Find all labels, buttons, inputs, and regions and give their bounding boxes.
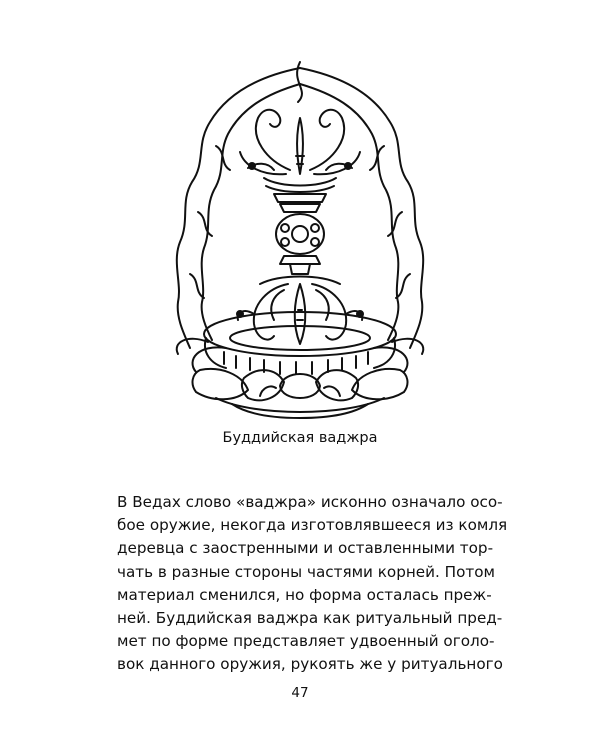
page-number: 47	[291, 685, 309, 701]
paragraph-line: материал сменился, но форма осталась преж-	[117, 585, 492, 604]
paragraph-line: ней. Буддийская ваджра как ритуальный пред-	[117, 609, 503, 628]
paragraph-line: бое оружие, некогда изготовлявшееся из комля	[117, 516, 508, 535]
body-paragraph	[117, 491, 508, 677]
vajra-lotus-illustration	[140, 52, 460, 422]
paragraph-line: мет по форме представляет удвоенный оголо-	[117, 632, 495, 651]
paragraph-line: вок данного оружия, рукоять же у ритуального	[117, 655, 503, 674]
figure-caption: Буддийская ваджра	[222, 430, 378, 446]
paragraph-line: чать в разные стороны частями корней. Потом	[117, 562, 495, 581]
vajra-lower-prongs	[237, 277, 363, 345]
paragraph-line: В Ведах слово «ваджра» исконно означало осо-	[117, 493, 503, 511]
vajra-upper-prongs	[240, 110, 360, 202]
paragraph-line: деревца с заостренными и оставленными тор-	[117, 539, 494, 558]
vajra-center	[276, 204, 324, 274]
